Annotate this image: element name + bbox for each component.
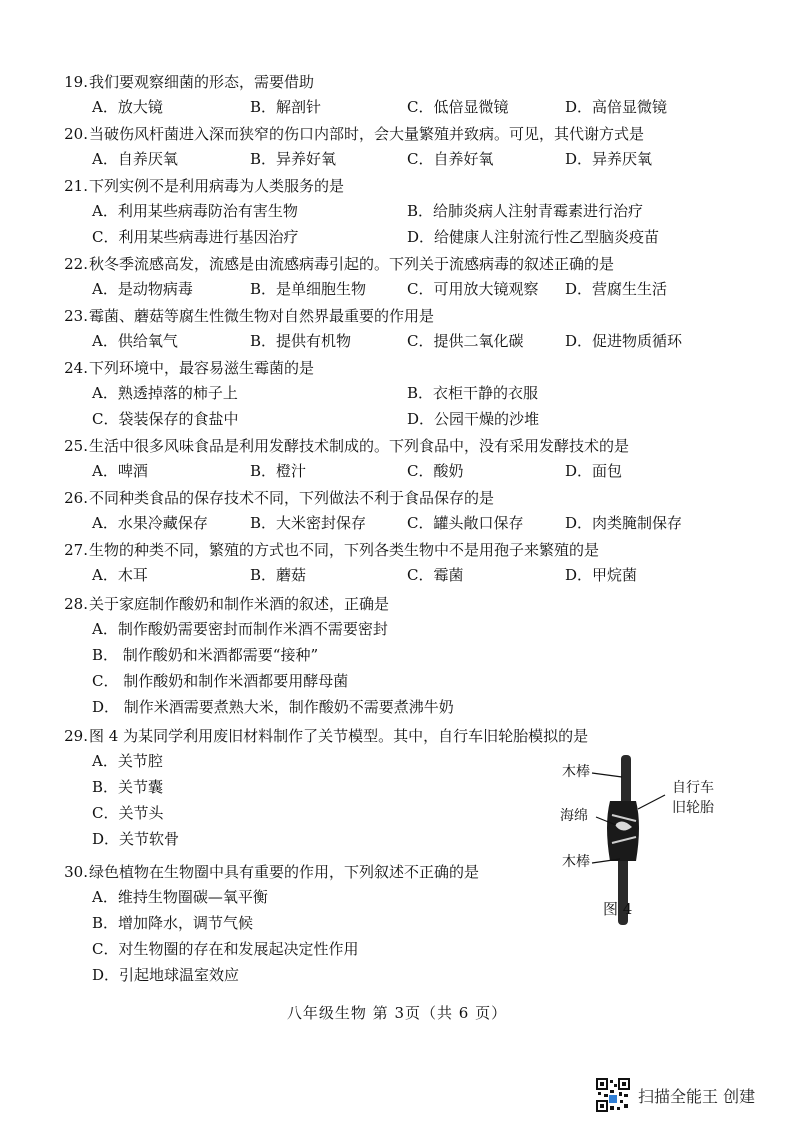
option-a: A．关节腔: [92, 752, 163, 770]
option-d: D．肉类腌制保存: [565, 514, 683, 532]
option-c: C．可用放大镜观察: [407, 280, 539, 298]
question-19: [62, 70, 668, 120]
option-b: B．衣柜干静的衣服: [407, 384, 539, 402]
option-b: B．大米密封保存: [250, 514, 367, 532]
question-number: 21.: [64, 177, 88, 195]
option-a: A．啤酒: [92, 462, 148, 480]
question-text: 下列实例不是利用病毒为人类服务的是: [89, 177, 345, 195]
option-c: C． 制作酸奶和制作米酒都要用酵母菌: [92, 672, 349, 690]
option-b: B．解剖针: [250, 98, 322, 116]
question-text: 图 4 为某同学利用废旧材料制作了关节模型。其中，自行车旧轮胎模拟的是: [89, 727, 589, 745]
option-c: C．自养好氧: [407, 150, 494, 168]
option-b: B．异养好氧: [250, 150, 337, 168]
option-d: D．引起地球温室效应: [92, 966, 240, 984]
question-23: [62, 304, 683, 354]
qr-code-icon: [596, 1078, 630, 1112]
option-c: C．利用某些病毒进行基因治疗: [92, 228, 299, 246]
scanner-watermark: [596, 1078, 755, 1112]
option-d: D．甲烷菌: [565, 566, 638, 584]
question-number: 23.: [64, 307, 88, 325]
question-24: [62, 356, 540, 432]
label-tire-line2: 旧轮胎: [672, 800, 714, 816]
question-27: [62, 538, 638, 588]
question-number: 27.: [64, 541, 88, 559]
question-text: 下列环境中，最容易滋生霉菌的是: [89, 359, 315, 377]
option-a: A．熟透掉落的柿子上: [92, 384, 238, 402]
question-22: [62, 252, 668, 302]
option-d: D．异养厌氧: [565, 150, 653, 168]
question-25: [62, 434, 629, 484]
option-a: A．维持生物圈碳—氧平衡: [92, 888, 268, 906]
question-number: 24.: [64, 359, 88, 377]
question-number: 22.: [64, 255, 88, 273]
label-upper-stick: 木棒: [562, 764, 590, 780]
option-d: D．关节软骨: [92, 830, 180, 848]
question-text: 绿色植物在生物圈中具有重要的作用，下列叙述不正确的是: [89, 863, 480, 881]
option-d: D．面包: [565, 462, 623, 480]
question-30: [62, 860, 479, 988]
option-c: C．提供二氧化碳: [407, 332, 524, 350]
question-number: 25.: [64, 437, 88, 455]
question-20: [62, 122, 653, 172]
question-text: 关于家庭制作酸奶和制作米酒的叙述，正确是: [89, 595, 390, 613]
option-a: A．利用某些病毒防治有害生物: [92, 202, 298, 220]
option-a: A．是动物病毒: [92, 280, 193, 298]
option-c: C．袋装保存的食盐中: [92, 410, 239, 428]
scanner-text: 扫描全能王 创建: [638, 1086, 756, 1106]
question-text: 生物的种类不同，繁殖的方式也不同，下列各类生物中不是用孢子来繁殖的是: [89, 541, 600, 559]
question-21: [62, 174, 660, 250]
label-lower-stick: 木棒: [562, 854, 590, 870]
question-text: 当破伤风杆菌进入深而狭窄的伤口内部时，会大量繁殖并致病。可见，其代谢方式是: [89, 125, 645, 143]
option-d: D．高倍显微镜: [565, 98, 668, 116]
question-text: 霉菌、蘑菇等腐生性微生物对自然界最重要的作用是: [89, 307, 435, 325]
option-b: B．关节囊: [92, 778, 164, 796]
option-d: D．营腐生生活: [565, 280, 668, 298]
option-d: D．公园干燥的沙堆: [407, 410, 540, 428]
question-text: 秋冬季流感高发，流感是由流感病毒引起的。下列关于流感病毒的叙述正确的是: [89, 255, 615, 273]
question-number: 20.: [64, 125, 88, 143]
question-number: 30.: [64, 863, 88, 881]
question-number: 19.: [64, 73, 88, 91]
option-b: B．是单细胞生物: [250, 280, 367, 298]
option-a: A．供给氧气: [92, 332, 178, 350]
option-a: A．制作酸奶需要密封而制作米酒不需要密封: [92, 620, 388, 638]
option-a: A．放大镜: [92, 98, 163, 116]
label-sponge: 海绵: [560, 808, 588, 824]
option-c: C．对生物圈的存在和发展起决定性作用: [92, 940, 359, 958]
option-a: A．木耳: [92, 566, 148, 584]
option-c: C．罐头敞口保存: [407, 514, 524, 532]
question-26: [62, 486, 683, 536]
option-d: D．促进物质循环: [565, 332, 683, 350]
question-text: 我们要观察细菌的形态，需要借助: [89, 73, 315, 91]
option-b: B．蘑菇: [250, 566, 307, 584]
tire-wrapper: [607, 801, 639, 861]
question-number: 26.: [64, 489, 88, 507]
option-a: A．水果冷藏保存: [92, 514, 208, 532]
option-b: B．橙汁: [250, 462, 307, 480]
option-c: C．酸奶: [407, 462, 464, 480]
question-29: [62, 724, 588, 852]
joint-model-figure: [560, 755, 730, 925]
option-d: D．给健康人注射流行性乙型脑炎疫苗: [407, 228, 660, 246]
figure-caption: 图 4: [603, 900, 633, 918]
question-number: 28.: [64, 595, 88, 613]
option-d: D． 制作米酒需要煮熟大米，制作酸奶不需要煮沸牛奶: [92, 698, 454, 716]
question-number: 29.: [64, 727, 88, 745]
option-c: C．关节头: [92, 804, 164, 822]
option-c: C．低倍显微镜: [407, 98, 509, 116]
question-text: 生活中很多风味食品是利用发酵技术制成的。下列食品中，没有采用发酵技术的是: [89, 437, 630, 455]
option-b: B．提供有机物: [250, 332, 352, 350]
option-b: B．增加降水，调节气候: [92, 914, 254, 932]
question-28: [62, 592, 454, 720]
page-footer: 八年级生物 第 3页（共 6 页）: [286, 1004, 508, 1022]
label-tire-line1: 自行车: [672, 780, 714, 796]
option-a: A．自养厌氧: [92, 150, 178, 168]
option-b: B． 制作酸奶和米酒都需要“接种”: [92, 646, 319, 664]
option-b: B．给肺炎病人注射青霉素进行治疗: [407, 202, 644, 220]
option-c: C．霉菌: [407, 566, 464, 584]
question-text: 不同种类食品的保存技术不同，下列做法不利于食品保存的是: [89, 489, 495, 507]
